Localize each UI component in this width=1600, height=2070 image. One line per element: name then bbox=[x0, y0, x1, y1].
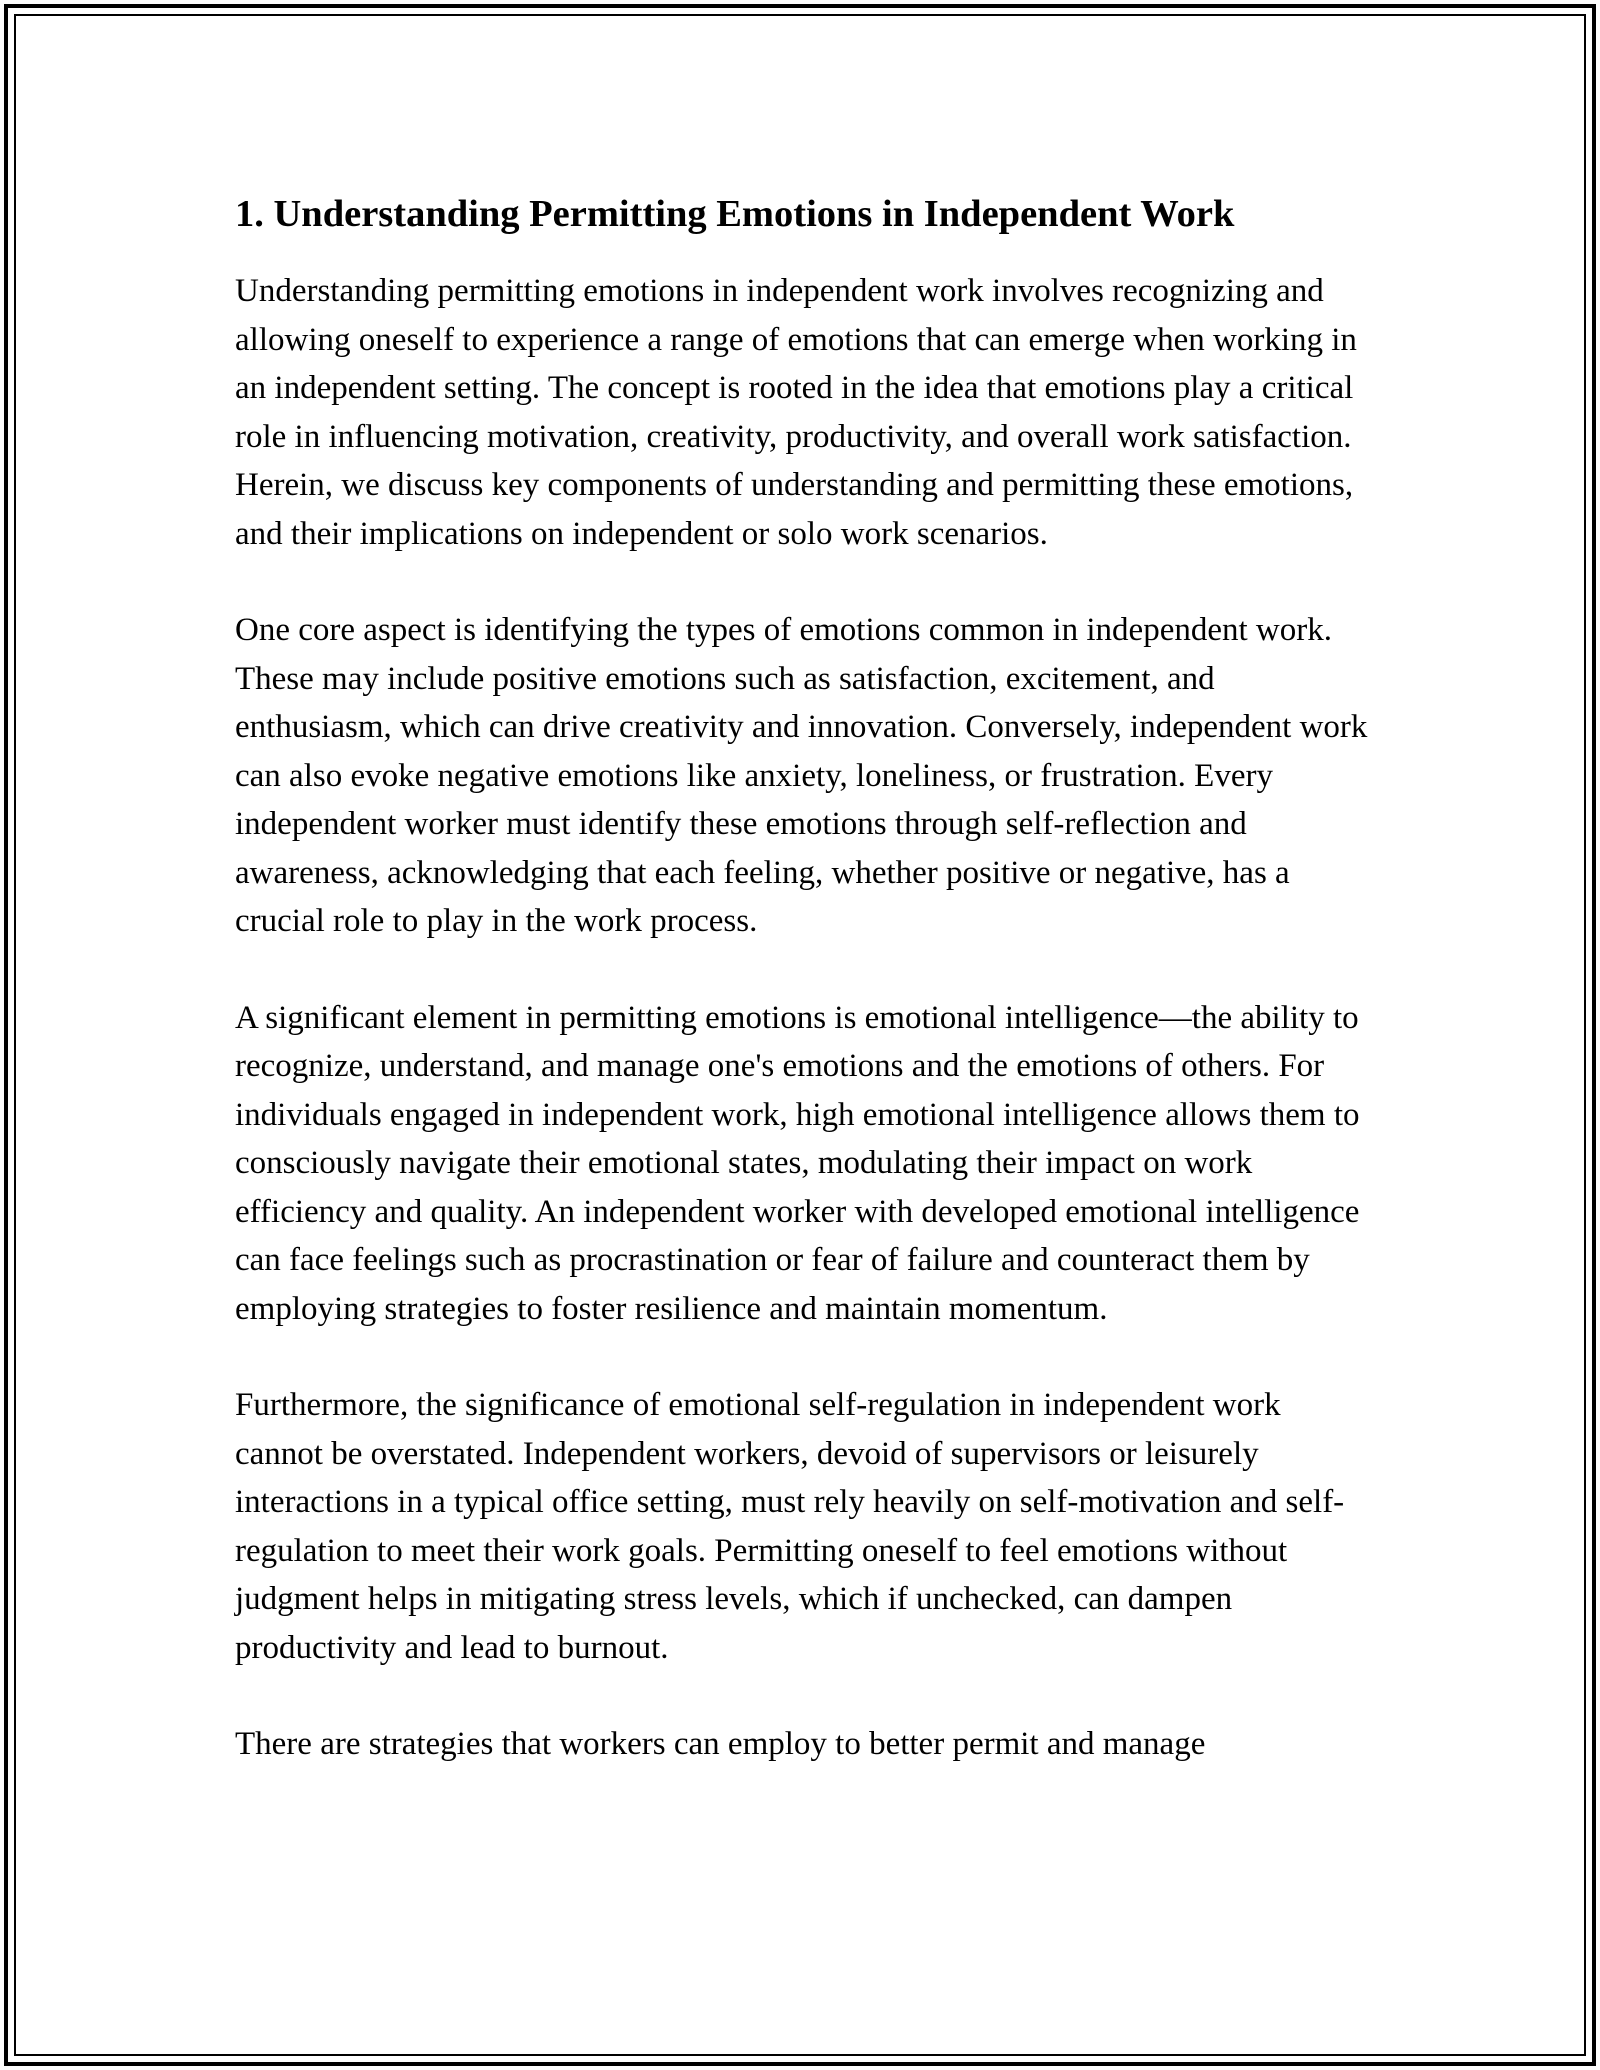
paragraph-3: A significant element in permitting emotions is emotional intelligence—the ability to recognize, understand, and manage one's emotions and the emotions of others. For individuals engaged in independent work, high emotional intelligence allows them to consciously navigate their emotional states, modulating their impact on work efficiency and quality. An independent worker with developed emotional intelligence can face feelings such as procrastination or fear of failure and counteract them by employing strategies to foster resilience and maintain momentum. bbox=[235, 999, 1360, 1327]
paragraph-4: Furthermore, the significance of emotional self-regulation in independent work cannot be overstated. Independent workers, devoid of supervisors or leisurely interactions in a typical office setting, must rely heavily on self-motivation and self-regulation to meet their work goals. Permitting oneself to feel emotions without judgment helps in mitigating stress levels, which if unchecked, can dampen productivity and lead to burnout. bbox=[235, 1387, 1345, 1666]
paragraph-1: Understanding permitting emotions in independent work involves recognizing and allowing oneself to experience a range of emotions that can emerge when working in an independent setting. The concept is rooted in the idea that emotions play a critical role in influencing motivation, creativity, productivity, and overall work satisfaction. Herein, we discuss key components of understanding and permitting these emotions, and their implications on independent or solo work scenarios. bbox=[235, 273, 1357, 552]
paragraph-2: One core aspect is identifying the types of emotions common in independent work. These may include positive emotions such as satisfaction, excitement, and enthusiasm, which can drive creativity and innovation. Conversely, independent work can also evoke negative emotions like anxiety, loneliness, or frustration. Every independent worker must identify these emotions through self-reflection and awareness, acknowledging that each feeling, whether positive or negative, has a crucial role to play in the work process. bbox=[235, 612, 1368, 939]
document-body bbox=[235, 188, 1375, 1817]
section-heading: 1. Understanding Permitting Emotions in Independent Work bbox=[235, 193, 1235, 235]
paragraph-5: There are strategies that workers can employ to better permit and manage bbox=[235, 1726, 1206, 1762]
